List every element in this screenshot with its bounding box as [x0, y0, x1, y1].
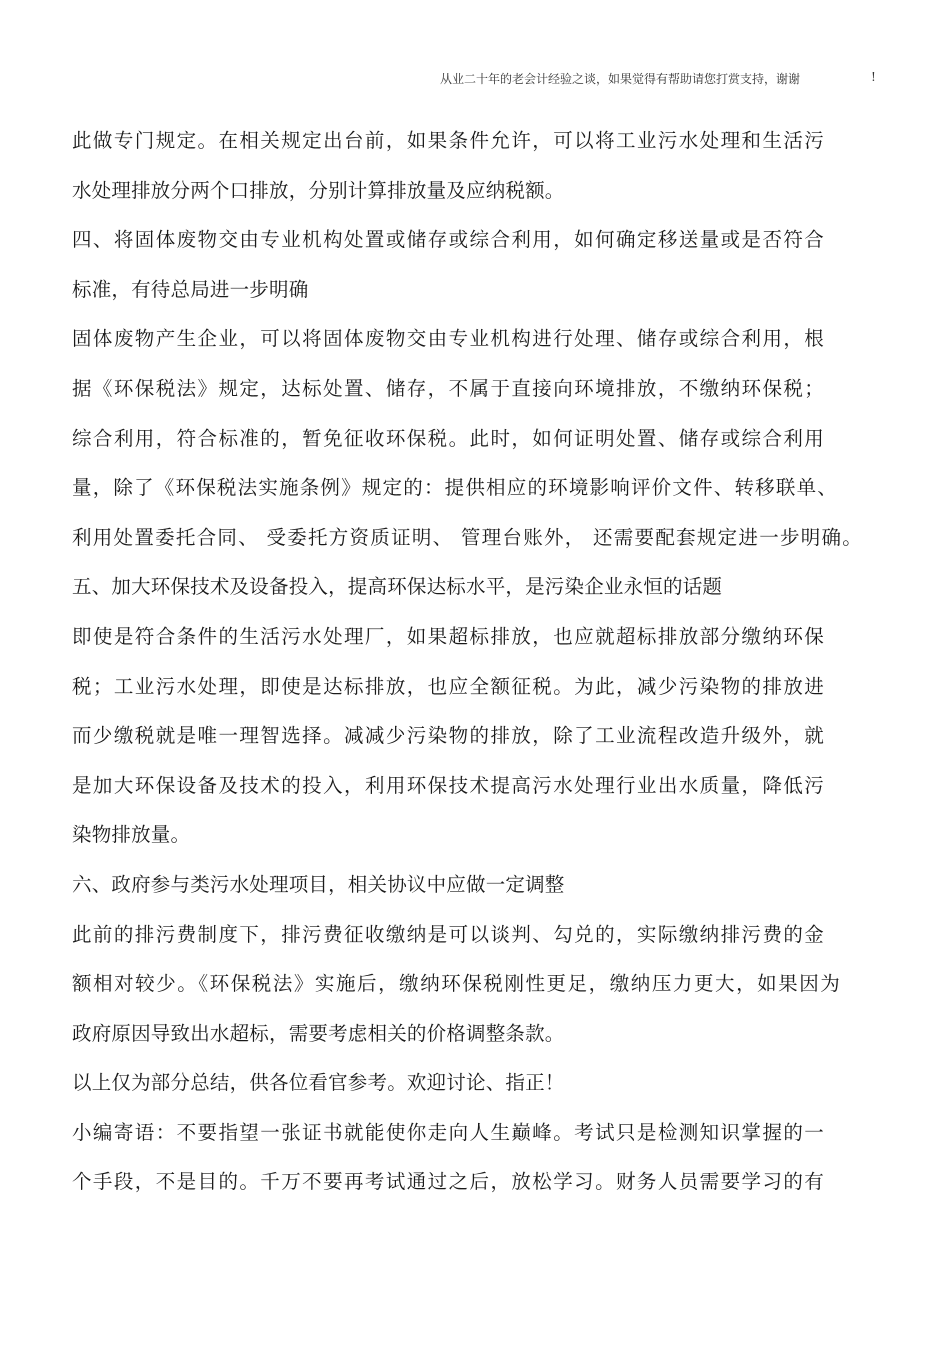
- editor-note-line: 小编寄语：不要指望一张证书就能使你走向人生巅峰。考试只是检测知识掌握的一: [72, 1120, 824, 1144]
- closing-line: 以上仅为部分总结，供各位看官参考。欢迎讨论、指正！: [72, 1071, 565, 1095]
- section-heading-6: 六、政府参与类污水处理项目，相关协议中应做一定调整: [72, 872, 565, 896]
- paragraph-line: 而少缴税就是唯一理智选择。减减少污染物的排放，除了工业流程改造升级外，就: [72, 724, 824, 748]
- paragraph-line: 是加大环保设备及技术的投入，利用环保技术提高污水处理行业出水质量，降低污: [72, 773, 824, 797]
- header-note: 从业二十年的老会计经验之谈，如果觉得有帮助请您打赏支持，谢谢: [440, 72, 801, 86]
- paragraph-line: 固体废物产生企业，可以将固体废物交由专业机构进行处理、储存或综合利用，根: [72, 327, 824, 351]
- paragraph-line: 据《环保税法》规定，达标处置、储存，不属于直接向环境排放，不缴纳环保税；: [72, 376, 824, 400]
- paragraph-line: 量，除了《环保税法实施条例》规定的：提供相应的环境影响评价文件、转移联单、: [72, 476, 837, 500]
- paragraph-line: 政府原因导致出水超标，需要考虑相关的价格调整条款。: [72, 1021, 565, 1045]
- paragraph-line: 税；工业污水处理，即使是达标排放，也应全额征税。为此，减少污染物的排放进: [72, 674, 824, 698]
- paragraph-line: 染物排放量。: [72, 823, 191, 847]
- paragraph-line: 额相对较少。《环保税法》实施后，缴纳环保税刚性更足，缴纳压力更大，如果因为: [72, 972, 840, 996]
- header-exclamation: !: [871, 70, 876, 84]
- paragraph-line: 此做专门规定。在相关规定出台前，如果条件允许，可以将工业污水处理和生活污: [72, 129, 824, 152]
- paragraph-line: 即使是符合条件的生活污水处理厂，如果超标排放，也应就超标排放部分缴纳环保: [72, 624, 824, 648]
- paragraph-line: 综合利用，符合标准的，暂免征收环保税。此时，如何证明处置、储存或综合利用: [72, 426, 824, 450]
- section-heading-4: 四、将固体废物交由专业机构处置或储存或综合利用，如何确定移送量或是否符合: [72, 228, 824, 252]
- paragraph-line: 水处理排放分两个口排放，分别计算排放量及应纳税额。: [72, 178, 565, 202]
- editor-note-line: 个手段，不是目的。千万不要再考试通过之后，放松学习。财务人员需要学习的有: [72, 1170, 824, 1194]
- paragraph-line: 利用处置委托合同、 受委托方资质证明、 管理台账外， 还需要配套规定进一步明确。: [72, 525, 862, 549]
- section-heading-5: 五、加大环保技术及设备投入，提高环保达标水平，是污染企业永恒的话题: [72, 575, 723, 599]
- section-heading-4-cont: 标准，有待总局进一步明确: [72, 277, 309, 301]
- document-body: [72, 120, 902, 1211]
- paragraph-line: 此前的排污费制度下，排污费征收缴纳是可以谈判、勾兑的，实际缴纳排污费的金: [72, 922, 824, 946]
